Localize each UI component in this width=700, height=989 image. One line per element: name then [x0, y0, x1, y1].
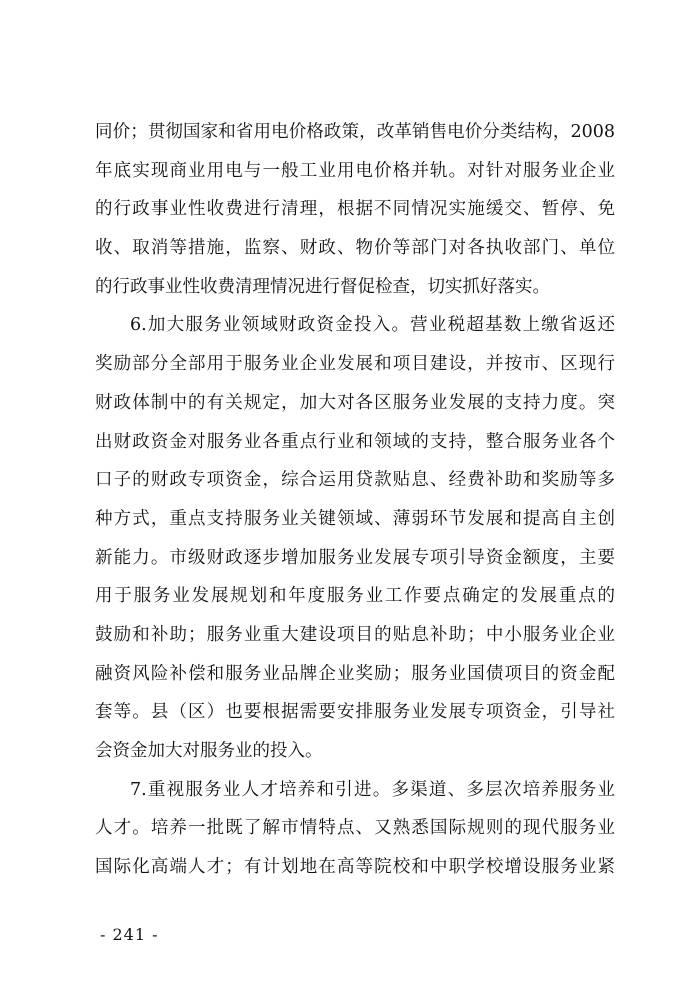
text-line-5: 的行政事业性收费清理情况进行督促检查，切实抓好落实。 [95, 276, 550, 297]
text-line-20: 国际化高端人才；有计划地在高等院校和中职学校增设服务业紧 [95, 857, 615, 878]
text-line-6: 6.加大服务业领域财政资金投入。营业税超基数上缴省返还 [130, 315, 615, 336]
text-line-13: 用于服务业发展规划和年度服务业工作要点确定的发展重点的 [95, 586, 615, 607]
text-line-11: 种方式，重点支持服务业关键领域、薄弱环节发展和提高自主创 [95, 508, 615, 529]
text-line-15: 融资风险补偿和服务业品牌企业奖励；服务业国债项目的资金配 [95, 663, 615, 684]
text-line-12: 新能力。市级财政逐步增加服务业发展专项引导资金额度，主要 [95, 547, 615, 568]
text-line-2: 年底实现商业用电与一般工业用电价格并轨。对针对服务业企业 [95, 160, 615, 181]
body-text [95, 113, 615, 887]
text-line-14: 鼓励和补助；服务业重大建设项目的贴息补助；中小服务业企业 [95, 624, 615, 645]
text-line-7: 奖励部分全部用于服务业企业发展和项目建设，并按市、区现行 [95, 354, 615, 375]
text-line-3: 的行政事业性收费进行清理，根据不同情况实施缓交、暂停、免 [95, 199, 615, 220]
text-line-17: 会资金加大对服务业的投入。 [95, 741, 323, 761]
text-line-4: 收、取消等措施，监察、财政、物价等部门对各执收部门、单位 [95, 238, 615, 259]
text-line-9: 出财政资金对服务业各重点行业和领域的支持，整合服务业各个 [95, 431, 615, 452]
text-line-16: 套等。县（区）也要根据需要安排服务业发展专项资金，引导社 [95, 702, 615, 723]
text-line-10: 口子的财政专项资金，综合运用贷款贴息、经费补助和奖励等多 [95, 470, 615, 491]
text-line-18: 7.重视服务业人才培养和引进。多渠道、多层次培养服务业 [130, 779, 615, 800]
text-line-19: 人才。培养一批既了解市情特点、又熟悉国际规则的现代服务业 [95, 818, 615, 839]
page-number: - 241 - [100, 925, 159, 944]
text-line-1: 同价；贯彻国家和省用电价格政策，改革销售电价分类结构，2008 [95, 122, 615, 142]
text-line-8: 财政体制中的有关规定，加大对各区服务业发展的支持力度。突 [95, 392, 615, 413]
